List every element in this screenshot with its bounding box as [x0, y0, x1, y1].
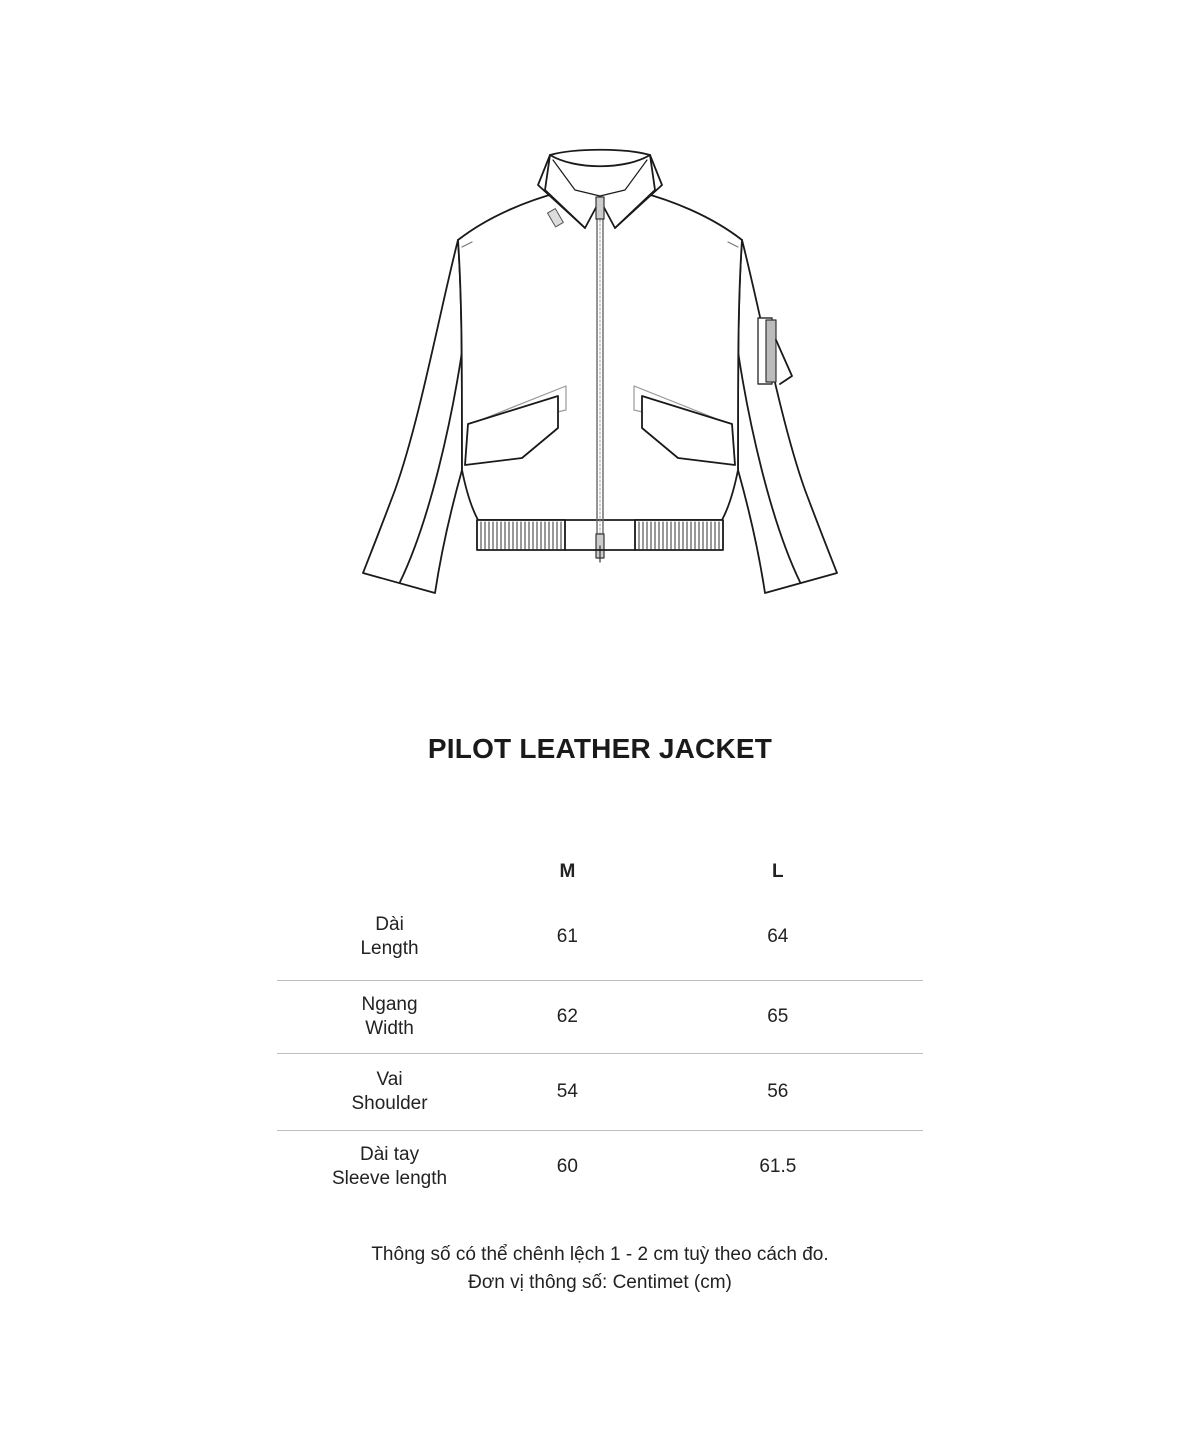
- value-m: 60: [556, 1156, 578, 1178]
- value-l: 56: [767, 1080, 789, 1102]
- table-row-shoulder: [277, 1053, 923, 1130]
- note-unit: Đơn vị thông số: Centimet (cm): [468, 1272, 732, 1293]
- row-label-en: Sleeve length: [331, 1168, 448, 1190]
- table-row-length: [277, 894, 923, 980]
- product-title: PILOT LEATHER JACKET: [427, 733, 773, 764]
- row-label-vi: Dài: [375, 913, 404, 935]
- value-m: 54: [556, 1080, 578, 1102]
- value-l: 61.5: [759, 1156, 797, 1178]
- note-tolerance: Thông số có thể chênh lệch 1 - 2 cm tuỳ theo cách đo.: [371, 1244, 829, 1265]
- value-m: 61: [556, 925, 578, 947]
- size-header-blank: [277, 850, 502, 894]
- jacket-technical-flat-sketch-icon: [0, 0, 1200, 660]
- table-row-width: [277, 980, 923, 1053]
- row-label: [277, 1130, 502, 1204]
- size-chart-table: [277, 850, 923, 1204]
- table-row-sleeve-length: [277, 1130, 923, 1204]
- value-m: 62: [556, 1005, 578, 1027]
- jacket-illustration: [0, 0, 1200, 660]
- row-label: [277, 894, 502, 980]
- measurement-notes: [0, 1241, 1200, 1297]
- value-l: 65: [767, 1005, 789, 1027]
- size-header-m: M: [559, 861, 576, 882]
- row-label-vi: Vai: [376, 1068, 403, 1090]
- row-label-en: Length: [360, 937, 419, 959]
- size-header-l: L: [772, 861, 784, 882]
- row-label: [277, 980, 502, 1053]
- row-label-vi: Ngang: [361, 993, 418, 1015]
- size-header-row: [277, 850, 923, 894]
- row-label-vi: Dài tay: [359, 1144, 420, 1166]
- row-label: [277, 1053, 502, 1130]
- value-l: 64: [767, 925, 789, 947]
- row-label-en: Shoulder: [351, 1092, 428, 1114]
- row-label-en: Width: [365, 1017, 414, 1039]
